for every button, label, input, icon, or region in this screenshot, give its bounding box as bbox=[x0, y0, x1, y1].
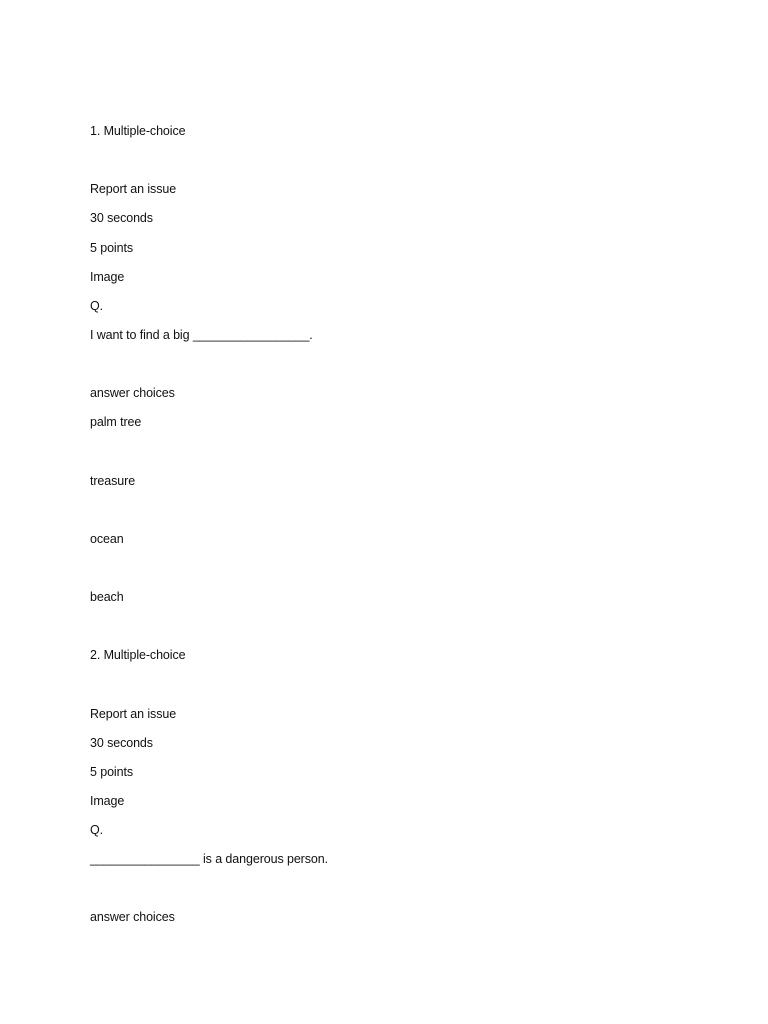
question-2-header: 2. Multiple-choice bbox=[90, 648, 186, 662]
question-1-report-link[interactable]: Report an issue bbox=[90, 182, 177, 196]
question-1-image-label: Image bbox=[90, 270, 125, 284]
question-1-choice-1[interactable]: palm tree bbox=[90, 415, 142, 429]
question-1-choice-4[interactable]: beach bbox=[90, 590, 124, 604]
question-2-report-link[interactable]: Report an issue bbox=[90, 707, 177, 721]
question-1-points: 5 points bbox=[90, 241, 133, 255]
question-2-text: ________________ is a dangerous person. bbox=[90, 852, 328, 866]
question-2-image-label: Image bbox=[90, 794, 125, 808]
question-2-answers-label: answer choices bbox=[90, 910, 175, 924]
question-2-points: 5 points bbox=[90, 765, 133, 779]
question-1-header: 1. Multiple-choice bbox=[90, 124, 186, 138]
question-2-q-label: Q. bbox=[90, 823, 103, 837]
question-1-answers-label: answer choices bbox=[90, 386, 175, 400]
question-1-text: I want to find a big _________________. bbox=[90, 328, 313, 342]
question-1-q-label: Q. bbox=[90, 299, 103, 313]
question-1-time: 30 seconds bbox=[90, 211, 153, 225]
question-2-time: 30 seconds bbox=[90, 736, 153, 750]
question-1-choice-2[interactable]: treasure bbox=[90, 474, 136, 488]
question-1-choice-3[interactable]: ocean bbox=[90, 532, 124, 546]
